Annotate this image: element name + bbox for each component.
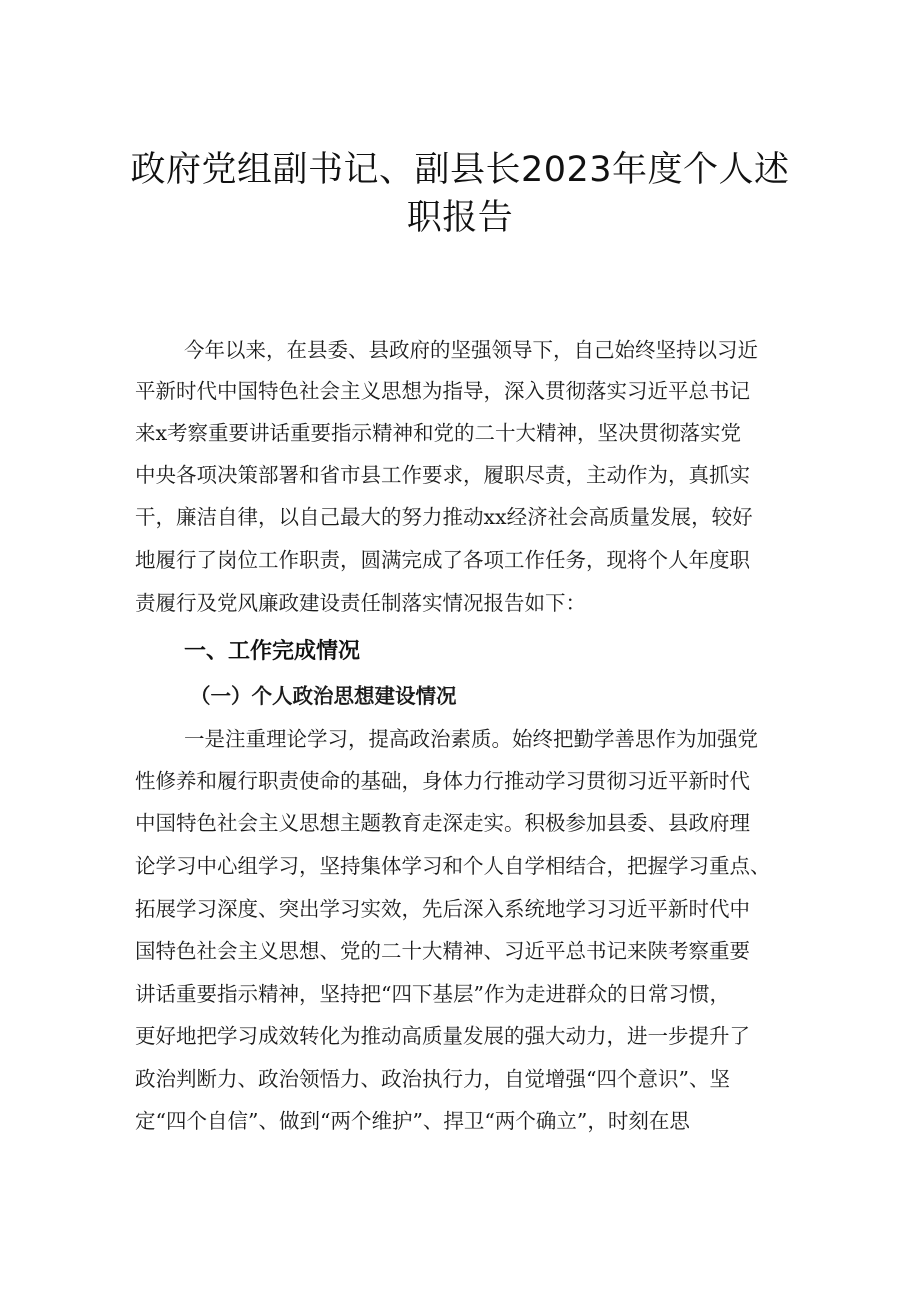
intro-line: 今年以来，在县委、县政府的坚强领导下，自己始终坚持以习近: [184, 338, 758, 362]
intro-line: 平新时代中国特色社会主义思想为指导，深入贯彻落实习近平总书记: [135, 379, 750, 403]
section-heading: 一、工作完成情况: [184, 639, 361, 664]
document-title-line1: 政府党组副书记、副县长2023年度个人述: [130, 150, 790, 190]
body-line: 定“四个自信”、做到“两个维护”、捍卫“两个确立”，时刻在思: [135, 1109, 690, 1133]
body-line: 国特色社会主义思想、党的二十大精神、习近平总书记来陕考察重要: [135, 939, 750, 963]
intro-line: 干，廉洁自律，以自己最大的努力推动xx经济社会高质量发展，较好: [135, 505, 753, 529]
body-line: 一是注重理论学习，提高政治素质。始终把勤学善思作为加强党: [184, 727, 758, 751]
body-line: 拓展学习深度、突出学习实效，先后深入系统地学习习近平新时代中: [135, 897, 750, 921]
body-line: 更好地把学习成效转化为推动高质量发展的强大动力，进一步提升了: [135, 1024, 750, 1048]
body-line: 中国特色社会主义思想主题教育走深走实。积极参加县委、县政府理: [135, 811, 750, 835]
intro-line: 中央各项决策部署和省市县工作要求，履职尽责，主动作为，真抓实: [135, 463, 750, 487]
body-line: 性修养和履行职责使命的基础，身体力行推动学习贯彻习近平新时代: [135, 769, 750, 793]
body-line: 政治判断力、政治领悟力、政治执行力，自觉增强“四个意识”、坚: [135, 1067, 730, 1091]
body-line: 讲话重要指示精神，坚持把“四下基层”作为走进群众的日常习惯，: [135, 982, 730, 1006]
intro-line: 地履行了岗位工作职责，圆满完成了各项工作任务，现将个人年度职: [135, 548, 750, 572]
intro-line: 责履行及党风廉政建设责任制落实情况报告如下：: [135, 591, 586, 615]
intro-line: 来x考察重要讲话重要指示精神和党的二十大精神，坚决贯彻落实党: [135, 421, 742, 445]
body-line: 论学习中心组学习，坚持集体学习和个人自学相结合，把握学习重点、: [135, 854, 771, 878]
document-title-line2: 职报告: [406, 198, 514, 238]
subsection-heading: （一）个人政治思想建设情况: [190, 684, 457, 708]
